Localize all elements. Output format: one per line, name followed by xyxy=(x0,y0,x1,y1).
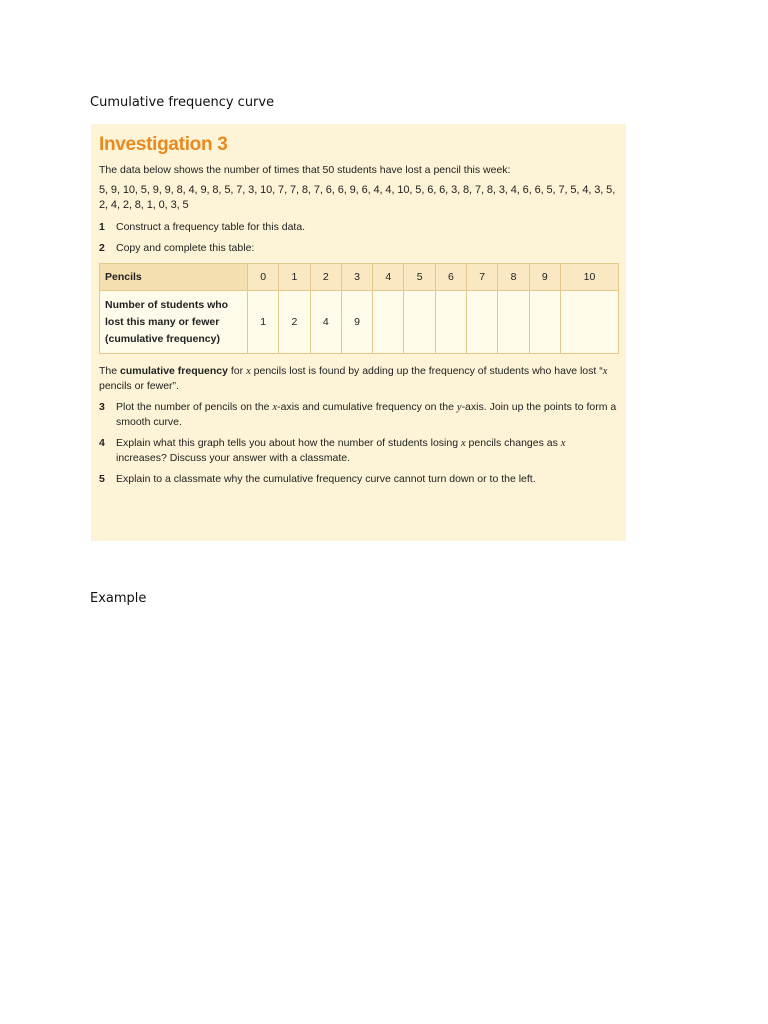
cell-cumulative xyxy=(435,291,466,354)
desc-text: pencils or fewer”. xyxy=(99,380,179,392)
investigation-panel xyxy=(91,124,626,541)
desc-variable: x xyxy=(602,366,608,377)
question-number: 4 xyxy=(99,437,105,449)
cell-cumulative xyxy=(467,291,498,354)
example-label: Example xyxy=(90,591,147,606)
cell-pencils: 1 xyxy=(279,264,310,291)
question-5 xyxy=(99,472,618,486)
question-number: 3 xyxy=(99,401,105,413)
cell-cumulative xyxy=(373,291,404,354)
cell-pencils: 0 xyxy=(248,264,279,291)
question-text: Copy and complete this table: xyxy=(116,242,255,254)
question-text: Explain to a classmate why the cumulative frequency curve cannot turn down or to the left. xyxy=(116,473,536,485)
question-text xyxy=(116,436,618,465)
question-3 xyxy=(99,400,618,429)
table-row-pencils xyxy=(100,264,619,291)
q-text: Explain what this graph tells you about how the number of students losing xyxy=(116,437,461,449)
question-number: 5 xyxy=(99,473,105,485)
q-variable: x xyxy=(560,438,566,449)
q-text: Plot the number of pencils on the xyxy=(116,401,273,413)
cell-cumulative xyxy=(529,291,560,354)
cumulative-frequency-description xyxy=(99,364,618,393)
desc-bold-term: cumulative frequency xyxy=(120,365,228,377)
cell-pencils: 6 xyxy=(435,264,466,291)
cell-pencils: 5 xyxy=(404,264,435,291)
cumulative-frequency-table xyxy=(99,263,619,354)
cell-cumulative: 1 xyxy=(248,291,279,354)
question-text xyxy=(116,400,618,429)
q-text: -axis and cumulative frequency on the xyxy=(277,401,457,413)
question-number: 1 xyxy=(99,221,105,233)
cell-pencils: 10 xyxy=(560,264,618,291)
q-variable: x xyxy=(460,438,466,449)
investigation-title: Investigation 3 xyxy=(99,134,228,155)
question-4 xyxy=(99,436,618,465)
row-label-cumulative: Number of students who lost this many or fewer (cumulative frequency) xyxy=(100,291,248,354)
cell-pencils: 8 xyxy=(498,264,529,291)
question-number: 2 xyxy=(99,242,105,254)
document-heading: Cumulative frequency curve xyxy=(90,95,275,110)
cell-cumulative: 4 xyxy=(310,291,341,354)
cell-cumulative: 2 xyxy=(279,291,310,354)
data-list: 5, 9, 10, 5, 9, 9, 8, 4, 9, 8, 5, 7, 3, 10, 7, 7, 8, 7, 6, 6, 9, 6, 4, 4, 10, 5, 6, 6, 3, 8, 7, 8, 3, 4, 6, 6, 5, 7, 5, 4, 3, 5, 2, 4, 2, 8, 1, 0, 3, 5 xyxy=(99,184,616,211)
q-text: pencils changes as xyxy=(465,437,561,449)
cell-cumulative xyxy=(404,291,435,354)
cell-cumulative xyxy=(498,291,529,354)
desc-text: for xyxy=(227,365,247,377)
desc-text: pencils lost is found by adding up the frequency of students who have lost “ xyxy=(250,365,603,377)
cell-pencils: 7 xyxy=(467,264,498,291)
table-row-cumulative xyxy=(100,291,619,354)
question-1 xyxy=(99,220,618,234)
question-text: Construct a frequency table for this data. xyxy=(116,221,306,233)
cell-pencils: 3 xyxy=(341,264,372,291)
q-variable: y xyxy=(456,402,462,413)
desc-text: The xyxy=(99,365,121,377)
cell-pencils: 9 xyxy=(529,264,560,291)
q-text: -axis. Join up the points to form a smooth curve. xyxy=(116,401,617,428)
cell-cumulative: 9 xyxy=(341,291,372,354)
q-text: increases? Discuss your answer with a classmate. xyxy=(116,452,351,464)
desc-variable: x xyxy=(246,366,251,377)
cell-cumulative xyxy=(560,291,618,354)
question-2 xyxy=(99,241,618,255)
cell-pencils: 4 xyxy=(373,264,404,291)
q-variable: x xyxy=(272,402,278,413)
row-label-pencils: Pencils xyxy=(100,264,248,291)
intro-text: The data below shows the number of times that 50 students have lost a pencil this week: xyxy=(99,164,511,176)
cell-pencils: 2 xyxy=(310,264,341,291)
